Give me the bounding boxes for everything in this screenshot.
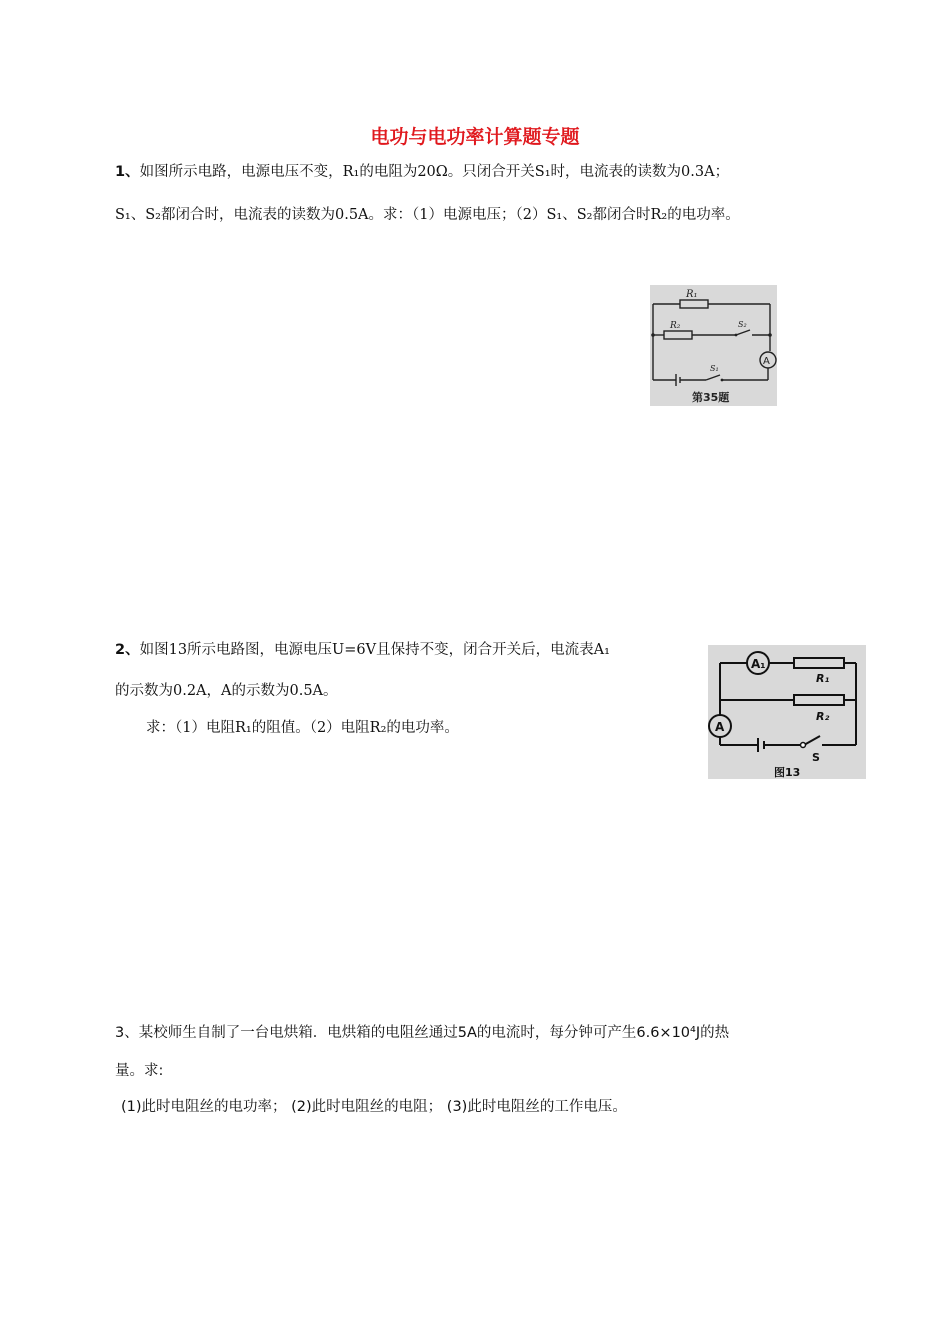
circuit-diagram-2 <box>708 645 866 779</box>
label-s2: S₂ <box>738 320 747 329</box>
question-3-line-2: 量。求: <box>115 1063 164 1079</box>
question-1-line-1 <box>115 162 729 182</box>
figure-caption: 第35题 <box>692 391 730 404</box>
question-2-number: 2、 <box>115 642 140 658</box>
question-2-line-3: 求：（1）电阻R₁的阻值。（2）电阻R₂的电功率。 <box>146 720 459 736</box>
label-r2: R₂ <box>816 710 830 723</box>
question-2-line-2: 的示数为0.2A，A的示数为0.5A。 <box>115 683 338 699</box>
label-r2: R₂ <box>670 321 681 331</box>
circuit-diagram-1 <box>650 285 777 406</box>
ammeter-label: A <box>763 356 770 367</box>
question-2-text-1: 如图13所示电路图，电源电压U=6V且保持不变，闭合开关后，电流表A₁ <box>139 642 610 658</box>
question-1-circuit-figure <box>650 285 777 406</box>
question-1-line-2: S₁、S₂都闭合时，电流表的读数为0.5A。求：（1）电源电压；（2）S₁、S₂都闭合时R₂的电功率。 <box>115 207 740 223</box>
question-2-circuit-figure <box>708 645 866 779</box>
question-1-number: 1、 <box>115 164 140 180</box>
question-2-line-1 <box>115 640 610 660</box>
ammeter-a1-label: A₁ <box>751 657 766 671</box>
switch-label: S <box>812 751 820 764</box>
label-r1: R₁ <box>816 672 830 685</box>
label-r1: R₁ <box>686 289 698 300</box>
question-1-text-1: 如图所示电路，电源电压不变，R₁的电阻为20Ω。只闭合开关S₁时，电流表的读数为0.3A； <box>139 164 730 180</box>
figure-caption: 图13 <box>774 766 801 779</box>
label-s1: S₁ <box>710 364 719 373</box>
question-3-line-1: 3、某校师生自制了一台电烘箱．电烘箱的电阻丝通过5A的电流时，每分钟可产生6.6×10⁴J的热 <box>115 1025 730 1041</box>
ammeter-label: A <box>715 720 725 734</box>
question-3-line-3: (1)此时电阻丝的电功率； (2)此时电阻丝的电阻； (3)此时电阻丝的工作电压。 <box>121 1099 627 1115</box>
page-title: 电功与电功率计算题专题 <box>370 126 580 148</box>
